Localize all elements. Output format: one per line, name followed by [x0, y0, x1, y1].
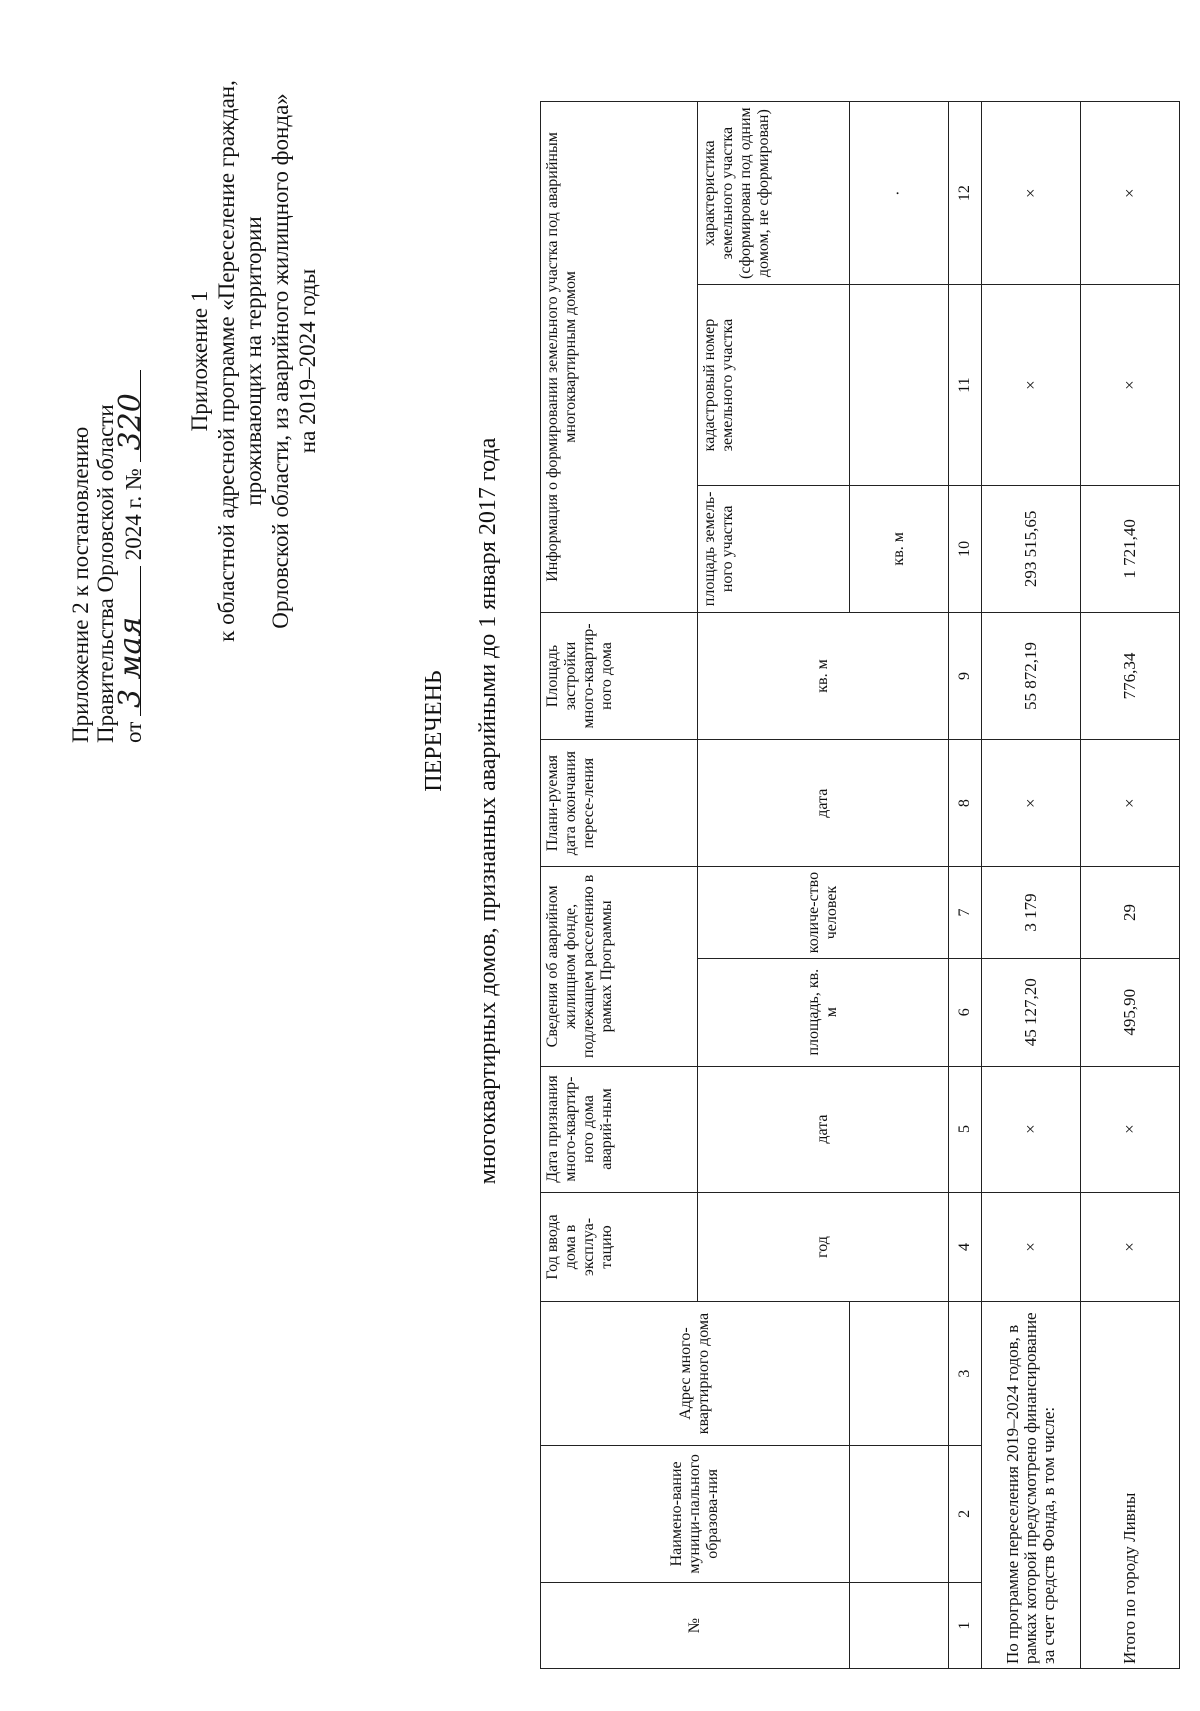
header-land-info: Информация о формировании земельного участка под аварийным многоквартирным домом: [541, 102, 698, 613]
unit-characteristics: ·: [850, 102, 949, 285]
cell-people-count: 3 179: [982, 867, 1081, 959]
column-number: 4: [949, 1192, 982, 1302]
cell-cadastral: ×: [982, 285, 1081, 485]
decree-date-blank: [113, 566, 148, 716]
cell-building-area: 55 872,19: [982, 612, 1081, 739]
unit-land-area: кв. м: [850, 485, 949, 612]
row-label: Итого по городу Ливны: [1081, 1302, 1180, 1669]
handwritten-number: 320: [113, 393, 148, 451]
column-number: 7: [949, 867, 982, 959]
header-address: Адрес много-квартирного дома: [541, 1302, 850, 1445]
cell-year: ×: [1081, 1192, 1180, 1302]
decree-line-2: Правительства Орловской области: [93, 404, 118, 743]
decree-date-line: [113, 43, 148, 743]
decree-date-prefix: от: [121, 716, 146, 743]
unit-no: [850, 1583, 949, 1669]
column-number: 8: [949, 740, 982, 867]
cell-land-area: 1 721,40: [1081, 485, 1180, 612]
header-housing-info: Сведения об аварийном жилищном фонде, подлежащем расселению в рамках Программы: [541, 867, 698, 1066]
unit-building-area: кв. м: [698, 612, 949, 739]
header-recognition-date: Дата признания много-квартир-ного дома аварий-ным: [541, 1066, 698, 1192]
table-row: [982, 102, 1081, 1669]
handwritten-date: 3 мая: [113, 616, 148, 708]
cell-characteristics: ×: [1081, 102, 1180, 285]
header-land-area: площадь земель-ного участка: [698, 485, 850, 612]
table-column-numbers-row: [949, 102, 982, 1669]
program-appendix-line-2: проживающих на территории: [241, 216, 266, 506]
header-cadastral-number: кадастровый номер земельного участка: [698, 285, 850, 485]
unit-cadastral: [850, 285, 949, 485]
emergency-housing-table: [540, 101, 1180, 1669]
decree-line-1: Приложение 2 к постановлению: [68, 426, 93, 743]
unit-year: год: [698, 1192, 949, 1302]
decree-number-blank: [113, 370, 148, 462]
header-no: №: [541, 1583, 850, 1669]
header-land-characteristics: характеристика земельного участка (сформирован под одним домом, не сформирован): [698, 102, 850, 285]
column-number: 9: [949, 612, 982, 739]
cell-recognition-date: ×: [1081, 1066, 1180, 1192]
program-appendix-block: [186, 11, 321, 711]
column-number: 11: [949, 285, 982, 485]
cell-area: 495,90: [1081, 958, 1180, 1066]
cell-planned-date: ×: [982, 740, 1081, 867]
column-number: 10: [949, 485, 982, 612]
column-number: 1: [949, 1583, 982, 1669]
program-appendix-line-1: к областной адресной программе «Переселение граждан,: [214, 80, 239, 642]
program-appendix-title: Приложение 1: [187, 290, 212, 432]
cell-building-area: 776,34: [1081, 612, 1180, 739]
program-appendix-line-3: Орловской области, из аварийного жилищного фонда»: [268, 93, 293, 629]
unit-municipality: [850, 1445, 949, 1582]
header-building-area: Площадь застройки много-квартир-ного дома: [541, 612, 698, 739]
program-appendix-line-4: на 2019–2024 годы: [295, 268, 320, 454]
row-label: По программе переселения 2019–2024 годов, в рамках которой предусмотрено финансирование за счет средств Фонда, в том числе:: [982, 1302, 1081, 1669]
cell-recognition-date: ×: [982, 1066, 1081, 1192]
column-number: 6: [949, 958, 982, 1066]
header-area: площадь, кв. м: [698, 958, 949, 1066]
column-number: 12: [949, 102, 982, 285]
cell-people-count: 29: [1081, 867, 1180, 959]
list-subtitle: многоквартирных домов, признанных аварийными до 1 января 2017 года: [475, 437, 501, 1185]
unit-recognition-date: дата: [698, 1066, 949, 1192]
header-planned-date: Плани-руемая дата окончания пересе-ления: [541, 740, 698, 867]
cell-land-area: 293 515,65: [982, 485, 1081, 612]
column-number: 2: [949, 1445, 982, 1582]
header-municipality: Наимено-вание муници-пального образова-ния: [541, 1445, 850, 1582]
cell-year: ×: [982, 1192, 1081, 1302]
unit-address: [850, 1302, 949, 1445]
table-row: [1081, 102, 1180, 1669]
table-header-row-1: [541, 102, 698, 1669]
unit-planned-date: дата: [698, 740, 949, 867]
decree-appendix-header: [68, 43, 146, 743]
column-number: 3: [949, 1302, 982, 1445]
cell-area: 45 127,20: [982, 958, 1081, 1066]
cell-characteristics: ×: [982, 102, 1081, 285]
header-year: Год ввода дома в эксплуа-тацию: [541, 1192, 698, 1302]
decree-year: 2024 г. №: [121, 462, 146, 566]
cell-planned-date: ×: [1081, 740, 1180, 867]
list-title: ПЕРЕЧЕНЬ: [421, 670, 447, 792]
column-number: 5: [949, 1066, 982, 1192]
cell-cadastral: ×: [1081, 285, 1180, 485]
header-people-count: количе-ство человек: [698, 867, 949, 959]
